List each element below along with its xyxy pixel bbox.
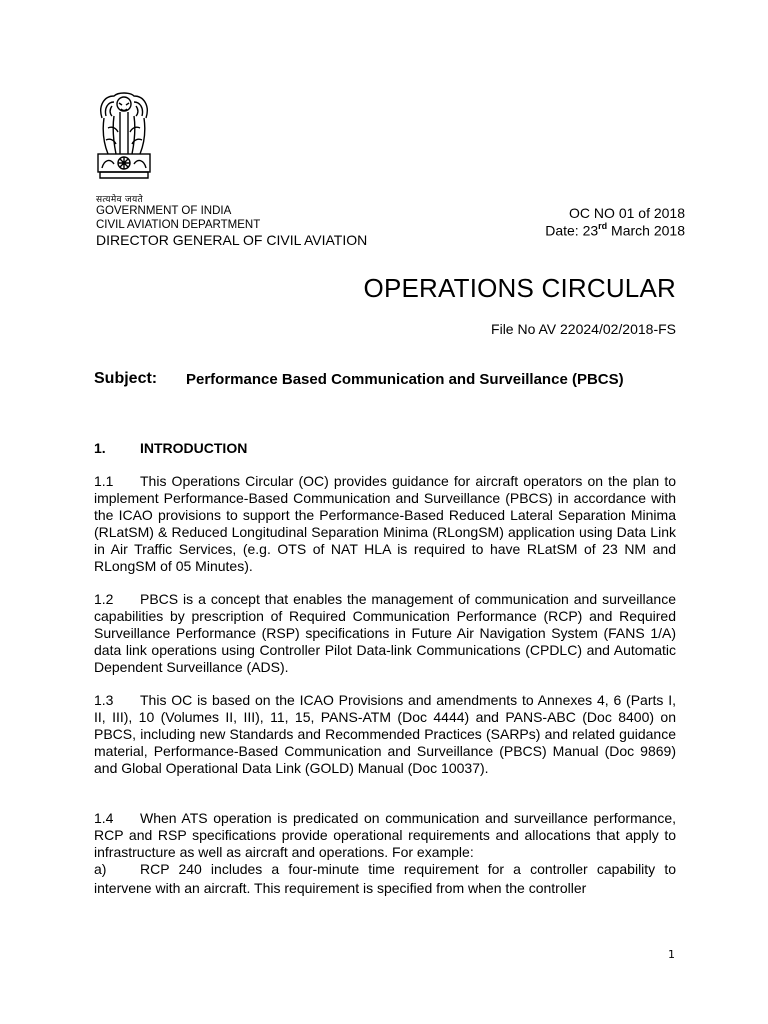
section-heading xyxy=(94,440,247,456)
national-emblem-icon xyxy=(92,88,156,190)
paragraph-number: a) xyxy=(94,861,107,877)
file-number: File No AV 22024/02/2018-FS xyxy=(491,321,676,337)
paragraph-1-2 xyxy=(94,591,676,676)
paragraph-text: This Operations Circular (OC) provides guidance for aircraft operators on the plan to implement Performance-Based Communication and Surveillance (PBCS) in accordance with the ICAO provisions to support the Performance-Based Reduced Lateral Separation Minima (RLatSM) & Reduced Longitudinal Separation Minima (RLongSM) application using Data Link in Air Traffic Services, (e.g. OTS of NAT HLA is required to have RLatSM of 23 NM and RLongSM of 05 Minutes). xyxy=(94,473,676,574)
paragraph-text: RCP 240 includes a four-minute time requirement for a controller capability to intervene with an aircraft. This requirement is specified from when the controller xyxy=(94,861,676,896)
subject-block xyxy=(94,370,676,389)
paragraph-number: 1.2 xyxy=(94,591,114,607)
paragraph-1-4 xyxy=(94,810,676,861)
page-number: 1 xyxy=(668,948,675,961)
section-title: INTRODUCTION xyxy=(140,440,248,456)
paragraph-number: 1.1 xyxy=(94,473,114,489)
date-prefix: Date: 23 xyxy=(545,222,599,239)
date-ordinal: rd xyxy=(598,221,608,231)
subject-label: Subject: xyxy=(94,370,158,387)
paragraph-text: When ATS operation is predicated on communication and surveillance performance, RCP and RSP specifications provide operational requirements and allocations that apply to infrastructure as well as aircraft and operations. For example: xyxy=(94,810,676,860)
directorate-line: DIRECTOR GENERAL OF CIVIL AVIATION xyxy=(96,232,368,248)
section-number: 1. xyxy=(94,440,106,456)
oc-number: OC NO 01 of 2018 xyxy=(569,205,685,221)
document-title: OPERATIONS CIRCULAR xyxy=(363,273,676,303)
paragraph-a xyxy=(94,860,676,898)
paragraph-1-1 xyxy=(94,473,676,575)
department-line: CIVIL AVIATION DEPARTMENT xyxy=(96,219,261,231)
subject-text: Performance Based Communication and Surveillance (PBCS) xyxy=(186,371,624,388)
motto-text: सत्यमेव जयते xyxy=(96,195,143,205)
paragraph-text: This OC is based on the ICAO Provisions and amendments to Annexes 4, 6 (Parts I, II, III), 10 (Volumes II, III), 11, 15, PANS-ATM (Doc 4444) and PANS-ABC (Doc 8400) on PBCS, including new Standards and Recommended Practices (SARPs) and related guidance material, Performance-Based Communication and Surveillance (PBCS) Manual (Doc 9869) and Global Operational Data Link (GOLD) Manual (Doc 10037). xyxy=(94,692,676,776)
paragraph-1-3 xyxy=(94,692,676,777)
paragraph-number: 1.3 xyxy=(94,692,114,708)
government-line: GOVERNMENT OF INDIA xyxy=(96,205,232,217)
paragraph-number: 1.4 xyxy=(94,810,114,826)
paragraph-text: PBCS is a concept that enables the management of communication and surveillance capabilities by prescription of Required Communication Performance (RCP) and Required Surveillance Performance (RSP) specifications in Future Air Navigation System (FANS 1/A) data link operations using Controller Pilot Data-link Communications (CPDLC) and Automatic Dependent Surveillance (ADS). xyxy=(94,591,676,675)
date-suffix: March 2018 xyxy=(607,222,685,239)
issue-date xyxy=(545,222,685,239)
